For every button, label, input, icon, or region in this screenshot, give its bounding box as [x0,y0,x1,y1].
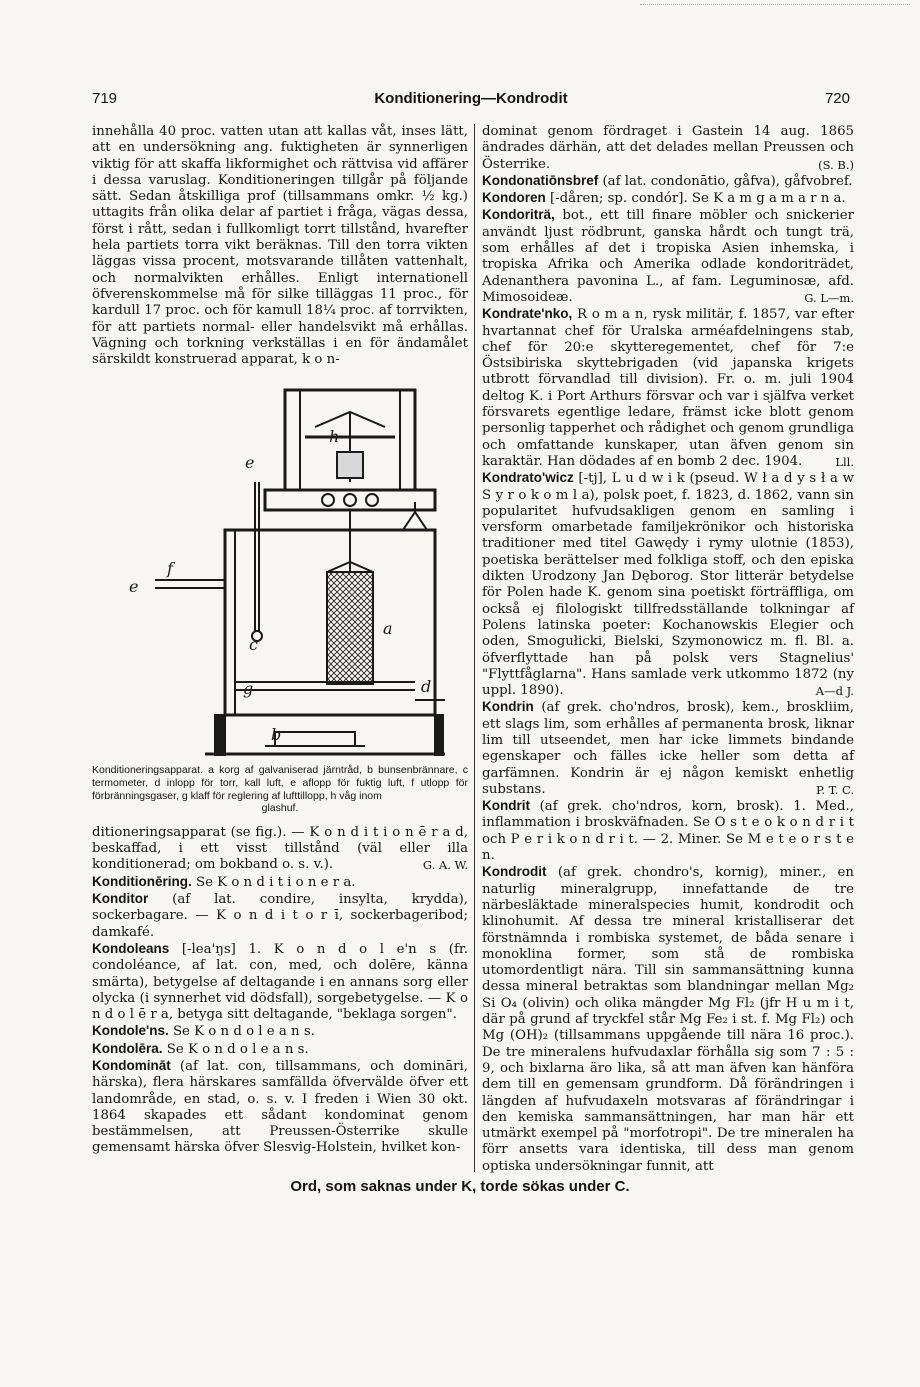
entry-body: (af lat. condonātio, gåfva), gåfvobref. [598,173,853,189]
running-header [92,90,850,110]
figure-label-f: f [167,559,173,579]
entry [92,874,468,891]
apparatus-figure [92,382,468,758]
page-number-right: 720 [824,90,850,107]
author-signature: P. T. C. [815,782,854,797]
caption-end: glashuf. [261,802,299,815]
headword: Kondrin [482,699,534,715]
entry [482,306,854,470]
entry [482,798,854,864]
entry-body: R o m a n, rysk militär, f. 1857, var efter hvartannat chef för Uralska arméafdelningens stab, chef för 20:e skytteregementet, chef för 7:e Östsibiriska skyttebrigaden (vid japanska krigets utbrott förvandlad till division). Fr. o. m. juli 1904 deltog K. i Port Arthurs försvar och var i själfva verket försvarets egentlige ledare, främst icke blott genom personlig tapperhet och rådighet och genom grundliga och omfattande kunskaper, utan äfven genom sin karaktär. Han dödades af en bomb 2 dec. 1904. [482,307,854,469]
entry-body: Se K o n d o l e a n s. [168,1024,315,1040]
headword: Kondrodit [482,864,547,880]
figure-caption [92,764,468,814]
column-divider [474,124,475,1172]
headword: Konditionēring. [92,873,192,889]
entry [482,190,854,207]
page-footer-note: Ord, som saknas under K, torde sökas under C. [290,1178,630,1195]
entry-body: [-lea'ŋs] 1. K o n d o l e'n s (fr. condoléance, af lat. con, med, och dolēre, känna smärta), betygelse af deltagande i en annans sorg eller olycka (i synnerhet vid dödsfall), sorgebetygelse. — K o n d o l ē r a, betyga sitt deltagande, "beklaga sorgen". [92,941,468,1023]
figure-label-g: g [243,679,254,699]
entry [482,864,854,1175]
entry-continuation: innehålla 40 proc. vatten utan att kallas våt, inses lätt, att en undersökning ang. fuktigheten är synnerligen viktig för att skaffa likformighet och rättvisa vid affärer i dessa varuslag. Konditioneringen tillgår på följande sätt. Sedan åtskilliga prof (tillsammans omkr. ½ kg.) uttagits från olika delar af partiet i fråga, vägas dessa, först i rått, sedan i fullkomligt torrt tillstånd, hvarefter hela partiets torra vikt beräknas. Till den torra vikten läggas vissa procent, motsvarande tillåten vattenhalt, och normalvikten erhålles. Enligt internationell öfverenskommelse må för silke tilläggas 11 proc., för kardull 17 proc. och för kamull 18¼ proc. af torrvikten, för att partiets normal- eller handelsvikt må erhållas. Vägning och torkning verkställas i en för ändamålet särskildt konstruerad apparat, k o n- [92,124,468,368]
headword: Kondrato'wicz [482,470,574,486]
entry-body: (af grek. chondro's, kornig), miner., en naturlig mineralgrupp, innefattande de tre närbesläktade mineralspecies humit, kondrodit och klinohumit. Af dessa tre mineral kristalliserar det förstnämnda i rombiska systemet, de båda senare i monoklina former, som stå de rombiska utomordentligt nära. Till sin sammansättning kunna dessa mineral betraktas som blandningar mellan Mg₂ Si O₄ (olivin) och olika mängder Mg Fl₂ (jfr H u m i t, där på grund af tryckfel står Mg Fe₂ i st. f. Mg Fl₂) och Mg (OH)₂ (tillsammans uppgående till nära 16 proc.). De tre mineralens hufvudaxlar förhålla sig som 7 : 5 : 9, och bixlarna äro lika, så att man äfven kan hänföra dem till en gemensam grundform. Då förändringen i längden af hufvudaxeln motsvaras af förändringar i den kemiska sammansättningen, har man här ett utmärkt exempel på "morfotropi". De tre mineralen ha förr ansetts vara identiska, till dess man genom optiska undersökningar funnit, att [482,865,854,1174]
author-signature: (S. B.) [818,157,854,172]
conditioning-apparatus-drawing [115,382,445,758]
author-signature: A—d J. [815,684,854,699]
running-title: Konditionering—Kondrodit [374,90,568,107]
entry-text [92,825,468,874]
figure-label-d: d [421,677,432,697]
left-column [92,124,468,1157]
author-signature: Lll. [835,454,854,469]
entry-body: dominat genom fördraget i Gastein 14 aug. 1865 ändrades därhän, att det delades mellan Preussen och Österrike. [482,124,854,172]
page-number-left: 719 [92,90,118,107]
entry [92,1023,468,1040]
entry-body: ditioneringsapparat (se fig.). — K o n d i t i o n ē r a d, beskaffad, i ett visst tillstånd (väl eller illa konditionerad; om bokband o. s. v.). [92,824,468,873]
entry [92,1041,468,1058]
entry-body: Se K o n d i t i o n e r a. [191,874,356,890]
entry-body: (af grek. cho'ndros, korn, brosk). 1. Med., inflammation i broskväfnaden. Se O s t e o k o n d r i t och P e r i k o n d r i t. — 2. Miner. Se M e t e o r s t e n. [482,799,854,864]
headword: Kondolēra. [92,1040,163,1056]
figure-label-e-top: e [245,453,255,473]
author-signature: G. A. W. [422,858,468,873]
headword: Kondoren [482,190,546,206]
figure-label-h: h [329,427,340,447]
headword: Konditor [92,891,149,907]
entry [92,1058,468,1157]
entry [482,207,854,306]
right-column [482,124,854,1175]
entry [482,699,854,798]
headword: Kondole'ns. [92,1023,169,1039]
figure-label-a: a [383,619,393,639]
entry-body: (af grek. cho'ndros, brosk), kem., broskliim, ett slags lim, som erhålles af permanenta brosk, liknar lim till utseendet, men har icke limmets bindande egenskaper och fälles icke heller som detta af garfämnen. Kondrin är ej någon kemiskt enhetlig substans. [482,700,854,797]
headword: Kondrit [482,798,530,814]
entry-body: (af lat. con, tillsammans, och domināri, härska), flera härskares samfällda öfvervälde öfver ett landområde, en stad, o. s. v. I freden i Wien 30 okt. 1864 skapades ett sådant kondominat genom bestämmelsen, att Preussen-Österrike skulle gemensamt härska öfver Slesvig-Holstein, hvilket kon- [92,1058,468,1156]
headword: Kondrate'nko, [482,306,573,322]
figure-label-b: b [271,725,282,745]
entry [92,941,468,1023]
entry-body: Se K o n d o l e a n s. [162,1041,309,1057]
author-signature: G. L—m. [804,290,854,305]
headword: Kondoleans [92,940,170,956]
entry [92,891,468,941]
entry-body: (af lat. condire, insylta, krydda), sockerbagare. — K o n d i t o r ī, sockerbageribod; damkafé. [92,892,468,940]
figure-label-c: c [249,635,258,655]
scan-artifact [640,4,910,6]
entry-body: bot., ett till finare möbler och snickerier användt ljust rödbrunt, ganska hårdt och tungt trä, som erhålles af det i tropiska Asien inhemska, i tropiska Afrika och Amerika odlade kondoriträdet, Adenanthera pavonina L., af fam. Leguminosæ, afd. Mimosoideæ. [482,208,854,305]
entry-body: [-tj], L u d w i k (pseud. W ł a d y s ł a w S y r o k o m l a), polsk poet, f. 1823, d. 1862, vann sin popularitet hufvudsakligen genom en samling i versform omarbetade familjekrönikor och historiska traditioner med titel Gawędy i rymy ulotnie (1853), poetiska berättelser med folkliga stoff, och den episka dikten Urodzony Jan Dęborog. Stor litterär betydelse för Polen hade K. genom sina poetiskt förträffliga, om också ej filologiskt tillfredsställande tolkningar af Polens latinska poeter: Kochanowskis Elegier och oden, Smogułicki, Bielski, Szymonowicz m. fl. Bl. a. öfverflyttade han på polsk vers Stagnelius' "Flyttfåglarna". Hans samlade verk utkommo 1872 (ny uppl. 1890). [482,471,854,699]
headword: Kondoriträ, [482,207,555,223]
entry [482,470,854,699]
headword: Kondonatiōnsbref [482,172,599,188]
caption-text: Konditioneringsapparat. a korg af galvaniserad järntråd, b bunsenbrännare, c termometer, d inlopp för torr, kall luft, e aflopp för fuktig luft, f utlopp för förbränningsgaser, g klaff för reglering af lufttillopp, h våg inom [92,764,468,802]
headword: Kondomināt [92,1057,171,1073]
entry-continuation [482,124,854,173]
figure-label-e: e [129,577,139,597]
entry [482,173,854,190]
entry-body: [-dåren; sp. condór]. Se K a m g a m a r n a. [545,191,846,207]
